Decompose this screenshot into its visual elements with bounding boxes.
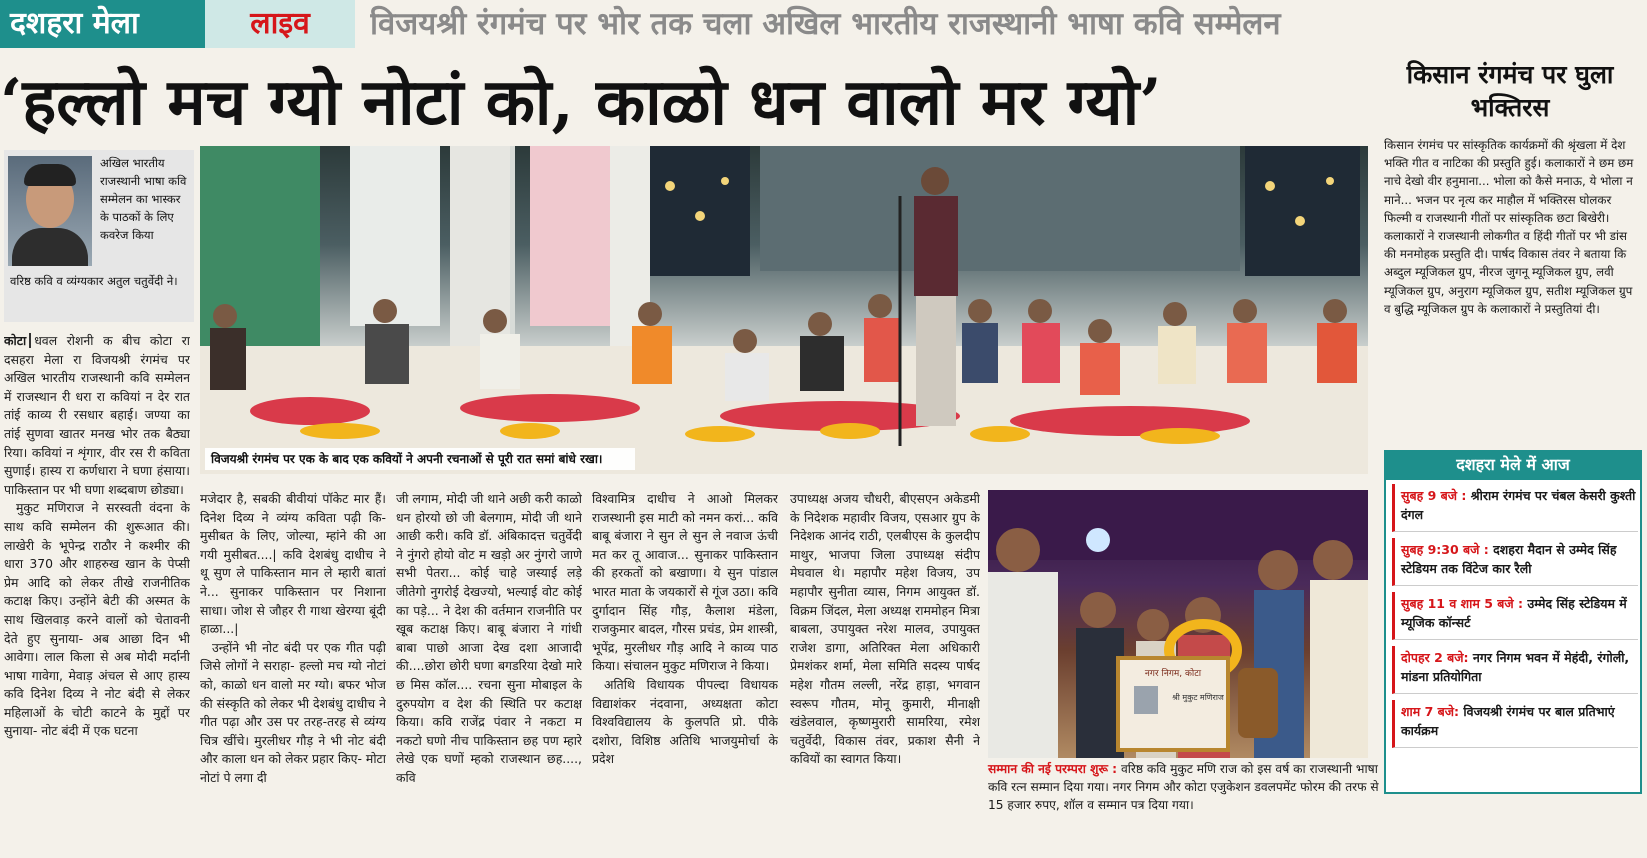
author-box-text: अखिल भारतीय राजस्थानी भाषा कवि सम्मेलन का भास्कर के पाठकों के लिए कवरेज किया (100, 156, 187, 242)
award-photo (988, 490, 1368, 758)
award-caption-text: वरिष्ठ कवि मुकुट मणि राज को इस वर्ष का राजस्थानी भाषा कवि रत्न सम्मान दिया गया। नगर निगम और कोटा एजुकेशन डवलपमेंट फोरम की तरफ से 15 हजार रुपए, शॉल व सम्मान पत्र दिया गया। (988, 762, 1379, 812)
schedule-time: सुबह 11 व शाम 5 बजे : (1401, 596, 1524, 611)
schedule-text: विजयश्री रंगमंच पर बाल प्रतिभाएं कार्यक्रम (1401, 704, 1615, 738)
article-paragraph: धवल रोशनी क बीच कोटा रा दसहरा मेला रा विजयश्री रंगमंच पर अखिल भारतीय राजस्थानी कवि सम्मेलन में राजस्थान री धरा रा कवियां न देर रात तांई काव्य री रसधार बहाई। जण्या का तांई सुणवा खातर मनख भोर तक बैठ्या रिया। कवियां न शृंगार, वीर रस री कविता सुणाई। हास्य रा कर्णधारा ने घणा हंसाया। पाकिस्तान पर भी घणा शब्दबाण छोड्या। (4, 333, 190, 497)
award-illustration (988, 490, 1368, 758)
author-byline: वरिष्ठ कवि व व्यंग्यकार अतुल चतुर्वेदी ने। (10, 274, 178, 288)
schedule-item (1392, 538, 1638, 586)
schedule-time: शाम 7 बजे: (1401, 704, 1460, 719)
article-column-3 (396, 490, 582, 822)
plaque-org-text: नगर निगम, कोटा (1144, 669, 1202, 679)
schedule-title: दशहरा मेले में आज (1384, 450, 1642, 480)
schedule-item (1392, 484, 1638, 532)
main-photo-caption: विजयश्री रंगमंच पर एक के बाद एक कवियों ने अपनी रचनाओं से पूरी रात समां बांधे रखा। (205, 448, 635, 470)
schedule-text: उम्मेद सिंह स्टेडियम में म्यूजिक कॉन्सर्ट (1401, 596, 1627, 630)
award-caption (988, 760, 1380, 814)
article-paragraph: मुकुट मणिराज ने सरस्वती वंदना के साथ कवि सम्मेलन की शुरूआत की। लाखेरी के भूपेन्द्र राठौर ने कश्मीर की धारा 370 और शाहरुख खान के पेप्सी प्रेम आदि को लेकर तीखे राजनीतिक कटाक्ष किए। उन्होंने बेटी की अस्मत के साथ खिलवाड़ करने वालों को चेतावनी देते हुए सुनाया- अब आछा दिन भी आवेगा। लाल किला से अब मोदी मर्दानी भाषा गावेगा, मेवाड़ अंचल से आए हास्य कवि दिनेश दिव्य ने नोट बंदी से लेकर महिलाओं के चोटी काटने के मुद्दों पर सुनाया- नोट बंदी में एक घटना (4, 500, 190, 739)
schedule-text: दशहरा मैदान से उम्मेद सिंह स्टेडियम तक विंटेज कार रैली (1401, 542, 1617, 576)
schedule-list (1392, 484, 1638, 754)
schedule-item (1392, 592, 1638, 640)
schedule-time: सुबह 9:30 बजे : (1401, 542, 1489, 557)
schedule-text: नगर निगम भवन में मेहंदी, रंगोली, मांडना प्रतियोगिता (1401, 650, 1630, 684)
dateline: कोटा (4, 333, 31, 348)
article-column-1 (4, 332, 190, 822)
schedule-time: दोपहर 2 बजे: (1401, 650, 1469, 665)
article-paragraph: अतिथि विधायक पीपल्दा विधायक विद्याशंकर नंदवाना, अध्यक्षता कोटा विश्वविद्यालय के कुलपति प्रो. पीके दशोरा, विशिष्ठ अतिथि भाजयुमोर्चा के प्रदेश (592, 676, 778, 767)
schedule-time: सुबह 9 बजे : (1401, 488, 1467, 503)
article-paragraph: विश्वामित्र दाधीच ने आओ मिलकर राजस्थानी इस माटी को नमन करां... कवि बाबू बंजारा ने सुन ले सुन ले नवाज ऊंची मत कर तू आवाज... सुनाकर पाकिस्तान की हरकतों को बखाणा। ये सुन पांडाल भारत माता के जयकारों से गूंज उठा। कवि दुर्गादान सिंह गौड़, कैलाश मंडेला, राजकुमार बादल, गौरस प्रचंड, प्रेम शास्त्री, भूपेंद्र, मुरलीधर गौड़ आदि ने काव्य पाठ किया। संचालन मुकुट मणिराज ने किया। (592, 491, 778, 674)
award-caption-lead: सम्मान की नई परम्परा शुरू : (988, 762, 1118, 776)
schedule-item (1392, 646, 1638, 694)
article-column-5 (790, 490, 980, 822)
stage-illustration (200, 146, 1368, 474)
main-stage-photo (200, 146, 1368, 474)
article-paragraph: उन्होंने भी नोट बंदी पर एक गीत पढ़ी जिसे लोगों ने सराहा- हल्लो मच ग्यो नोटां को, काळो धन वालो मर ग्यो। बफर भोज की संस्कृति को लेकर भी देशबंधु दाधीच ने गीत पढ़ा और उस पर तरह-तरह से व्यंग्य चित्र खींचे। मुरलीधर गौड़ ने भी नोट बंदी और काला धन को लेकर प्रहार किए- मोटा नोटां पे लगा दी (200, 639, 386, 785)
sidebar-text: किसान रंगमंच पर सांस्कृतिक कार्यक्रमों की श्रृंखला में देश भक्ति गीत व नाटिका की प्रस्तुति हुई। कलाकारों ने छम छम नाचे देखो वीर हनुमाना... भोला को कैसे मनाऊ, ये भोला न माने... भजन पर नृत्य कर माहौल में भक्तिरस घोलकर फिल्मी व राजस्थानी गीतों पर सांस्कृतिक छटा बिखेरी। कलाकारों ने राजस्थानी लोकगीत व हिंदी गीतों पर भी डांस की मनमोहक प्रस्तुति दी। पार्षद विकास तंवर ने बताया कि अब्दुल म्यूजिकल ग्रुप, नीरज जुगनू म्यूजिकल ग्रुप, लवी म्यूजिकल ग्रुप, अनुराग म्यूजिकल ग्रुप, सतीश म्यूजिकल ग्रुप व बुद्धि म्यूजिकल ग्रुप के कलाकारों ने प्रस्तुतियां दी। (1384, 138, 1634, 316)
sidebar-title: किसान रंगमंच पर घुला भक्तिरस (1406, 60, 1614, 122)
article-paragraph: जी लगाम, मोदी जी थाने अछी करी काळो धन होरयो छो जी बेलगाम, मोदी जी थाने आछी करी। कवि डॉ. अंबिकादत्त चतुर्वेदी ने नुंगरो होयो वोट म खड़ो अर नुंगरो जाणे सभी पेतरा... कोई चाहे जस्याई लड़े जीतेगो नुगरोई देखज्यो, भल्याई वोट कोई का पड़े... ने देश की वर्तमान राजनीति पर खूब कटाक्ष किए। बाबू बंजारा ने गांधी बाबा पाछो आजा देख दशा आजादी की....छोरा छोरी घणा बगडरिया देखो मारे छ मिस कॉल.... रचना सुना मोबाइल के दुरुपयोग व देश की स्थिति पर कटाक्ष किया। कवि राजेंद्र पंवार ने नकटा म नकटो घणो नीच पाकिस्तान छह पण म्हारे लेखे एक घणों म्हको राजस्थान छह...., कवि (396, 491, 582, 785)
article-column-4 (592, 490, 778, 822)
plaque-name-text: श्री मुकुट मणिराज (1172, 693, 1224, 702)
article-paragraph: मजेदार है, सबकी बीवीयां पॉकेट मार हैं। दिनेश दिव्य ने व्यंग्य कविता पढ़ी कि- मुसीबत के लिए, जोल्या, म्हांने की आ गयी मुसीबत....| कवि देशबंधु दाधीच ने थू सुण ले पाकिस्तान मान ले म्हारी बातां ने... सुनाकर पाकिस्तान पर निशाना साधा। जोश से जौहर री गाथा खेरग्या बूंदी हाळा...| (200, 491, 386, 637)
section-tag: दशहरा मेला (0, 0, 205, 48)
author-photo (8, 156, 92, 266)
live-tag: लाइव (205, 0, 355, 48)
main-headline: ‘हल्लो मच ग्यो नोटां को, काळो धन वालो मर ग्यो’ (0, 65, 1162, 140)
schedule-text: श्रीराम रंगमंच पर चंबल केसरी कुश्ती दंगल (1401, 488, 1636, 522)
article-paragraph: उपाध्यक्ष अजय चौधरी, बीएसएन अकेडमी के निदेशक महावीर विजय, एसआर ग्रुप के निदेशक आनंद राठी, एलबीएस के कुलदीप माथुर, भाजपा जिला उपाध्यक्ष संदीप मेघवाल थे। महापौर महेश विजय, उप महापौर सुनीता व्यास, निगम आयुक्त डॉ. विक्रम जिंदल, मेला अध्यक्ष राममोहन मित्रा बाबला, उपायुक्त नरेश मालव, उपायुक्त राजेश डागा, अतिरिक्त मेला अधिकारी प्रेमशंकर शर्मा, मेला समिति सदस्य पार्षद महेश गौतम लल्ली, नरेंद्र हाड़ा, भगवान स्वरूप गौतम, मोनू कुमारी, मीनाक्षी खंडेलवाल, कृष्णमुरारी सामरिया, रमेश चतुर्वेदी, विकास तंवर, प्रकाश सैनी ने कवियों का स्वागत किया। (790, 491, 980, 767)
article-column-2 (200, 490, 386, 822)
schedule-item (1392, 700, 1638, 748)
kicker-headline: विजयश्री रंगमंच पर भोर तक चला अखिल भारतीय राजस्थानी भाषा कवि सम्मेलन (370, 6, 1281, 42)
